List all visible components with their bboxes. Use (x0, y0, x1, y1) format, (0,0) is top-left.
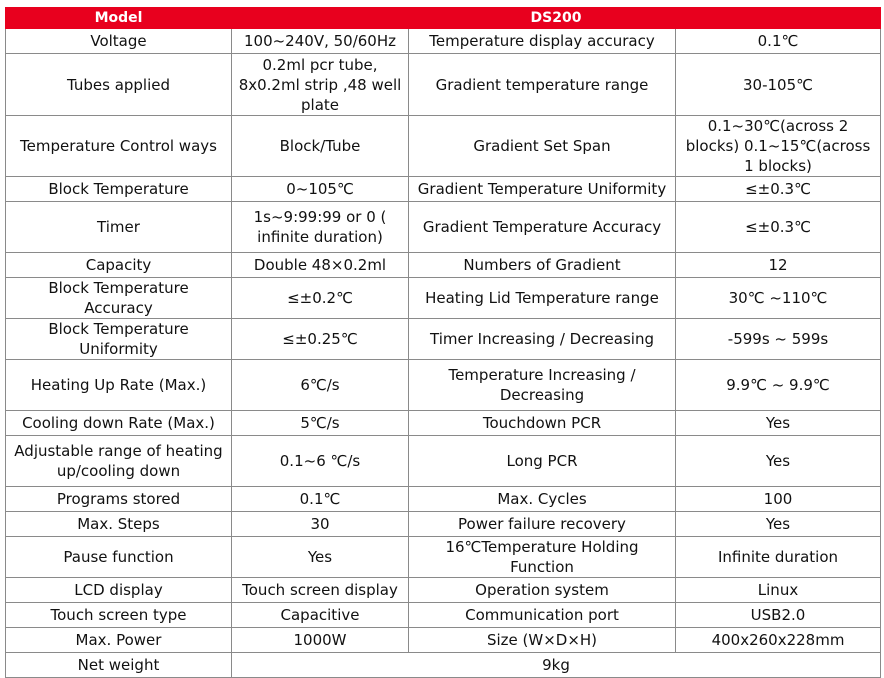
spec-row (6, 319, 881, 360)
spec-value: 30 (232, 512, 409, 537)
spec-label: Communication port (409, 603, 676, 628)
spec-label: Numbers of Gradient (409, 253, 676, 278)
spec-value: ≤±0.3℃ (676, 177, 881, 202)
spec-label: Power failure recovery (409, 512, 676, 537)
spec-row (6, 29, 881, 54)
spec-label: Temperature display accuracy (409, 29, 676, 54)
spec-label: Max. Cycles (409, 487, 676, 512)
spec-value: 30-105℃ (676, 54, 881, 116)
spec-label: Timer (6, 202, 232, 253)
spec-row (6, 578, 881, 603)
spec-label: Temperature Control ways (6, 116, 232, 177)
spec-row (6, 278, 881, 319)
spec-label: Tubes applied (6, 54, 232, 116)
spec-label: Block Temperature (6, 177, 232, 202)
spec-value: Touch screen display (232, 578, 409, 603)
spec-row (6, 253, 881, 278)
spec-row (6, 360, 881, 411)
spec-value: 0.1~6 ℃/s (232, 436, 409, 487)
spec-label: Block Temperature Accuracy (6, 278, 232, 319)
spec-value: 6℃/s (232, 360, 409, 411)
spec-value: 0.2ml pcr tube, 8x0.2ml strip ,48 well plate (232, 54, 409, 116)
spec-label: LCD display (6, 578, 232, 603)
spec-row (6, 487, 881, 512)
spec-label: Temperature Increasing / Decreasing (409, 360, 676, 411)
spec-value: 1000W (232, 628, 409, 653)
spec-label: Touch screen type (6, 603, 232, 628)
spec-table (5, 7, 881, 678)
spec-label: Gradient Temperature Uniformity (409, 177, 676, 202)
spec-label: Max. Steps (6, 512, 232, 537)
spec-value: 100 (676, 487, 881, 512)
spec-value: ≤±0.3℃ (676, 202, 881, 253)
spec-value: 1s~9:99:99 or 0 ( infinite duration) (232, 202, 409, 253)
spec-value: ≤±0.25℃ (232, 319, 409, 360)
footer-row (6, 653, 881, 678)
spec-label: Programs stored (6, 487, 232, 512)
model-label: Model (6, 8, 232, 29)
spec-value: Yes (676, 436, 881, 487)
spec-row (6, 54, 881, 116)
spec-row (6, 202, 881, 253)
spec-body (6, 29, 881, 653)
spec-value: 100~240V, 50/60Hz (232, 29, 409, 54)
spec-row (6, 177, 881, 202)
spec-value: Block/Tube (232, 116, 409, 177)
spec-label: Touchdown PCR (409, 411, 676, 436)
spec-value: Yes (232, 537, 409, 578)
spec-label: Block Temperature Uniformity (6, 319, 232, 360)
spec-row (6, 411, 881, 436)
net-weight-label: Net weight (6, 653, 232, 678)
spec-label: Gradient temperature range (409, 54, 676, 116)
spec-label: Heating Up Rate (Max.) (6, 360, 232, 411)
spec-value: 0.1℃ (676, 29, 881, 54)
spec-value: 0.1℃ (232, 487, 409, 512)
spec-value: Infinite duration (676, 537, 881, 578)
spec-value: Yes (676, 411, 881, 436)
spec-value: Linux (676, 578, 881, 603)
spec-label: Operation system (409, 578, 676, 603)
spec-row (6, 537, 881, 578)
spec-label: Size (W×D×H) (409, 628, 676, 653)
net-weight-value: 9kg (232, 653, 881, 678)
spec-value: -599s ~ 599s (676, 319, 881, 360)
spec-value: Yes (676, 512, 881, 537)
spec-label: Timer Increasing / Decreasing (409, 319, 676, 360)
spec-label: Heating Lid Temperature range (409, 278, 676, 319)
spec-label: 16℃Temperature Holding Function (409, 537, 676, 578)
spec-value: ≤±0.2℃ (232, 278, 409, 319)
spec-label: Cooling down Rate (Max.) (6, 411, 232, 436)
spec-value: 0.1~30℃(across 2 blocks) 0.1~15℃(across 1 blocks) (676, 116, 881, 177)
spec-label: Long PCR (409, 436, 676, 487)
spec-label: Pause function (6, 537, 232, 578)
spec-label: Voltage (6, 29, 232, 54)
spec-value: Capacitive (232, 603, 409, 628)
spec-value: 400x260x228mm (676, 628, 881, 653)
spec-value: 9.9℃ ~ 9.9℃ (676, 360, 881, 411)
spec-value: 0~105℃ (232, 177, 409, 202)
spec-label: Adjustable range of heating up/cooling down (6, 436, 232, 487)
spec-value: 30℃ ~110℃ (676, 278, 881, 319)
spec-row (6, 116, 881, 177)
spec-label: Capacity (6, 253, 232, 278)
spec-label: Gradient Set Span (409, 116, 676, 177)
spec-row (6, 512, 881, 537)
spec-value: Double 48×0.2ml (232, 253, 409, 278)
spec-label: Gradient Temperature Accuracy (409, 202, 676, 253)
spec-label: Max. Power (6, 628, 232, 653)
spec-value: 5℃/s (232, 411, 409, 436)
spec-row (6, 436, 881, 487)
spec-value: USB2.0 (676, 603, 881, 628)
header-row (6, 8, 881, 29)
spec-row (6, 628, 881, 653)
spec-row (6, 603, 881, 628)
spec-value: 12 (676, 253, 881, 278)
model-value: DS200 (232, 8, 881, 29)
